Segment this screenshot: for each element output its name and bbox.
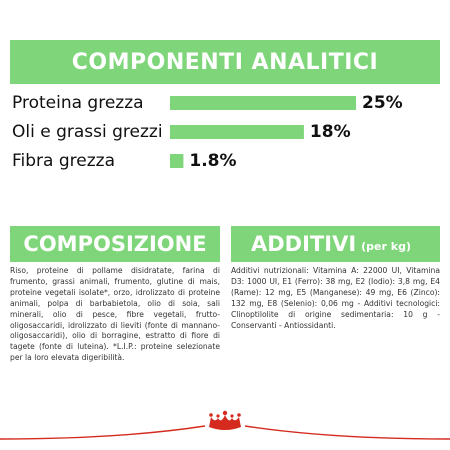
componenti-analitici-title: COMPONENTI ANALITICI [71,49,379,75]
category-label: Fibra grezza [12,151,115,171]
royal-canin-crown-logo [209,411,241,430]
category-label: Oli e grassi grezzi [12,122,163,142]
bar [170,96,356,110]
composizione-text: Riso, proteine di pollame disidratate, farina di frumento, grassi animali, frumento, glutine di mais, proteine vegetali isolate*, orzo, idrolizzato di proteine animali, polpa di barbabietola, olio di soia, sali minerali, olio di pesce, fibre vegetali, frutto-oligosaccaridi, idrolizzato di lieviti (fonte di mannano-oligosaccaridi), olio di borragine, estratto di fiore di tagete (fonte di luteina). *L.I.P.: proteine selezionate per la loro elevata digeribilità. [10,266,220,363]
additivi-unit: (per kg) [361,240,411,253]
bar [170,154,183,168]
section-title-componenti-analitici [10,40,440,84]
additivi-text: Additivi nutrizionali: Vitamina A: 22000 UI, Vitamina D3: 1000 UI, E1 (Ferro): 38 mg, E2 (Iodio): 3,8 mg, E4 (Rame): 12 mg, E5 (Manganese): 49 mg, E6 (Zinco): 132 mg, E8 (Selenio): 0,06 mg - Additivi tecnologici: Clinoptilolite di origine sedimentaria: 10 g - Conservanti - Antiossidanti. [231,266,440,330]
additivi-title: ADDITIVI [251,232,357,256]
footer [0,405,450,450]
red-curve-left [0,426,205,439]
value-label: 18% [309,122,351,142]
analytic-components-chart [0,88,450,178]
category-label: Proteina grezza [12,93,144,113]
composizione-title: COMPOSIZIONE [23,232,207,256]
bar [170,125,304,139]
value-label: 1.8% [189,151,237,171]
red-curve-right [245,426,450,439]
section-title-additivi [231,226,440,262]
section-title-composizione [10,226,220,262]
value-label: 25% [362,93,403,113]
